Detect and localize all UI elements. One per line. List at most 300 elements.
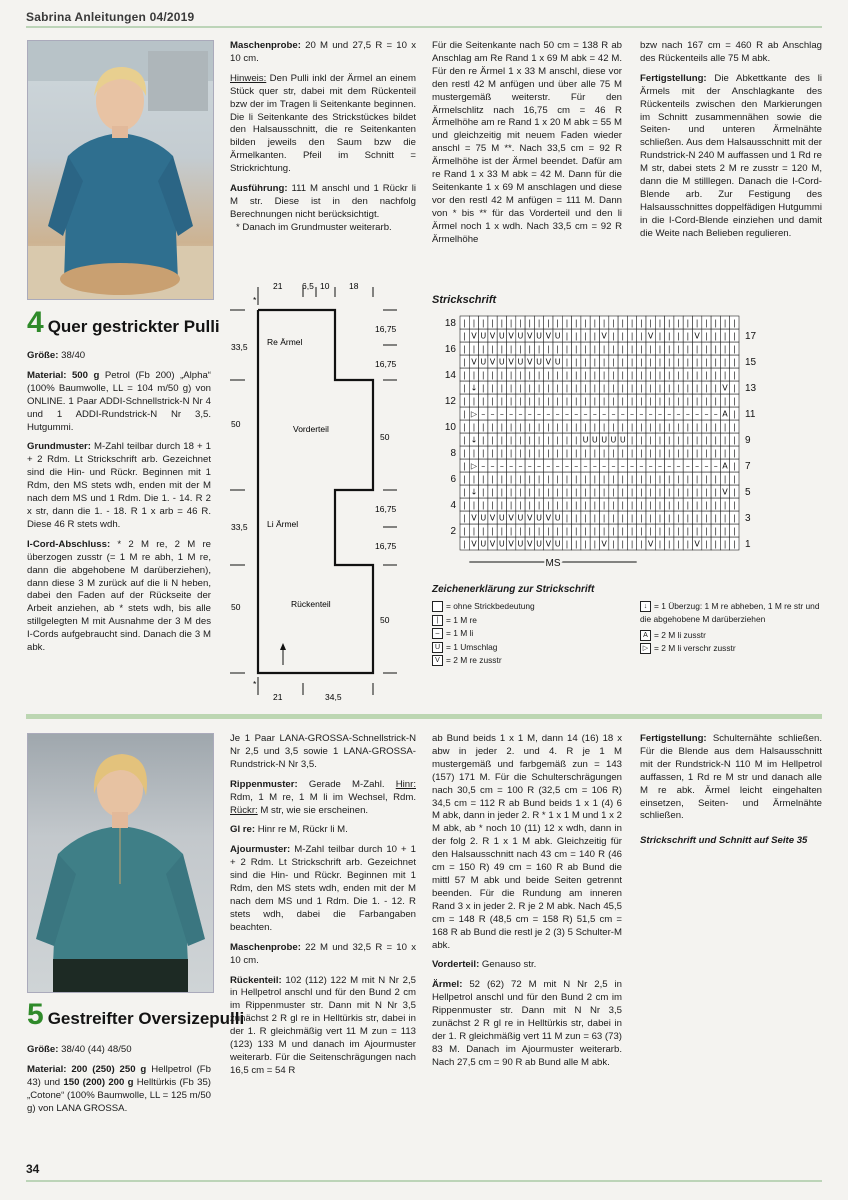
chart-symbol: – xyxy=(499,461,504,471)
chart-symbol: | xyxy=(584,539,587,549)
chart-symbol: | xyxy=(649,383,653,393)
chart-symbol: – xyxy=(704,461,709,471)
chart-symbol: – xyxy=(583,409,588,419)
chart-symbol: | xyxy=(565,474,569,484)
chart-symbol: | xyxy=(630,500,634,510)
legend-symbol-p2togtbl: ▷ xyxy=(640,643,651,654)
chart-symbol: | xyxy=(677,448,680,458)
chart-row-label-right: 11 xyxy=(745,409,756,420)
chart-symbol: | xyxy=(639,435,643,445)
chart-symbol: | xyxy=(500,396,504,406)
chart-symbol: | xyxy=(565,357,569,367)
chart-symbol: U xyxy=(554,513,561,523)
chart-symbol: | xyxy=(677,500,680,510)
chart-symbol: – xyxy=(685,409,690,419)
chart-symbol: | xyxy=(519,500,522,510)
chart-symbol: | xyxy=(723,500,727,510)
chart-symbol: | xyxy=(593,422,597,432)
chart-symbol: | xyxy=(584,513,587,523)
item5-number: 5 xyxy=(27,998,44,1031)
chart-symbol: | xyxy=(714,435,718,445)
item4-col2 xyxy=(230,40,416,242)
chart-symbol: – xyxy=(611,461,616,471)
chart-symbol: | xyxy=(509,422,513,432)
chart-symbol: | xyxy=(500,383,504,393)
chart-symbol: V xyxy=(489,331,496,341)
chart-symbol: | xyxy=(472,396,476,406)
chart-symbol: – xyxy=(648,461,653,471)
chart-symbol: – xyxy=(676,409,681,419)
chart-symbol: | xyxy=(630,487,634,497)
chart-symbol: | xyxy=(630,383,634,393)
label-li-aermel: Li Ärmel xyxy=(267,519,299,529)
chart-symbol: | xyxy=(537,370,541,380)
chart-symbol: | xyxy=(602,344,606,354)
chart-symbol: | xyxy=(723,435,727,445)
chart-symbol: | xyxy=(612,396,615,406)
chart-symbol: | xyxy=(621,383,625,393)
chart-symbol: | xyxy=(500,487,504,497)
chart-symbol: ↓ xyxy=(470,435,478,445)
vorderteil-label: Vorderteil: xyxy=(432,959,480,971)
chart-symbol: | xyxy=(686,422,690,432)
chart-symbol: – xyxy=(620,409,625,419)
chart-symbol: | xyxy=(519,526,522,536)
chart-row-label-left: 6 xyxy=(450,474,456,485)
chart-symbol: | xyxy=(584,357,587,367)
chart-symbol: V xyxy=(647,539,654,549)
chart-symbol: – xyxy=(713,461,718,471)
chart-symbol: | xyxy=(695,448,699,458)
chart-symbol: U xyxy=(498,539,505,549)
dim-right-1: 16,75 xyxy=(375,359,397,369)
chart-symbol: – xyxy=(667,461,672,471)
chart-symbol: | xyxy=(463,370,467,380)
chart-symbol: | xyxy=(677,331,680,341)
chart-symbol: | xyxy=(519,370,522,380)
chart-symbol: | xyxy=(612,487,615,497)
chart-symbol: | xyxy=(463,448,467,458)
chart-symbol: | xyxy=(732,370,736,380)
chart-symbol: | xyxy=(556,396,560,406)
chart-symbol: | xyxy=(491,383,494,393)
chart-symbol: | xyxy=(556,500,560,510)
chart-symbol: V xyxy=(647,331,654,341)
chart-symbol: | xyxy=(546,500,550,510)
chart-symbol: | xyxy=(667,435,671,445)
chart-symbol: | xyxy=(630,422,634,432)
chart-row-label-left: 4 xyxy=(450,500,456,511)
chart-symbol: | xyxy=(491,435,494,445)
legend-symbol-yarnover: U xyxy=(432,642,443,653)
chart-symbol: | xyxy=(714,487,718,497)
chart-symbol: | xyxy=(714,422,718,432)
chart-symbol: | xyxy=(658,526,662,536)
chart-symbol: | xyxy=(593,383,597,393)
chart-symbol: | xyxy=(472,448,476,458)
chart-symbol: | xyxy=(463,344,467,354)
chart-symbol: | xyxy=(667,318,671,328)
chart-symbol: | xyxy=(565,513,569,523)
chart-symbol: | xyxy=(639,487,643,497)
chart-symbol: | xyxy=(612,500,615,510)
ms-label: MS xyxy=(545,558,561,569)
chart-symbol: | xyxy=(481,448,485,458)
chart-symbol: U xyxy=(536,357,542,367)
chart-symbol: | xyxy=(677,526,680,536)
chart-symbol: | xyxy=(732,383,736,393)
chart-symbol: | xyxy=(612,370,615,380)
maschenprobe5-text: 22 M und 32,5 R = 10 x 10 cm. xyxy=(230,941,416,966)
chart-row-label-left: 18 xyxy=(444,318,456,329)
chart-symbol: | xyxy=(546,383,550,393)
chart-symbol: – xyxy=(592,461,597,471)
chart-symbol: U xyxy=(498,357,505,367)
chart-symbol: – xyxy=(555,409,560,419)
chart-symbol: | xyxy=(593,513,597,523)
chart-symbol: | xyxy=(705,487,708,497)
chart-symbol: U xyxy=(498,513,505,523)
chart-symbol: | xyxy=(612,318,615,328)
chart-symbol: | xyxy=(602,487,606,497)
hinweis-label: Hinweis: xyxy=(230,72,267,84)
chart-symbol: | xyxy=(556,383,560,393)
chart-symbol: | xyxy=(667,513,671,523)
item5-col1 xyxy=(27,1044,211,1123)
chart-symbol: | xyxy=(574,526,578,536)
chart-symbol: | xyxy=(621,487,625,497)
chart-symbol: | xyxy=(714,344,718,354)
chart-symbol: | xyxy=(584,474,587,484)
chart-symbol: | xyxy=(658,344,662,354)
chart-symbol: | xyxy=(556,344,560,354)
chart-symbol: | xyxy=(509,370,513,380)
chart-symbol: | xyxy=(565,383,569,393)
chart-symbol: | xyxy=(565,396,569,406)
chart-symbol: | xyxy=(639,344,643,354)
chart-symbol: | xyxy=(602,474,606,484)
chart-symbol: | xyxy=(667,344,671,354)
chart-symbol: U xyxy=(554,331,561,341)
item4-col3 xyxy=(432,40,622,254)
dim-right-4: 16,75 xyxy=(375,541,397,551)
chart-symbol: | xyxy=(574,435,578,445)
chart-symbol: | xyxy=(621,357,625,367)
chart-symbol: | xyxy=(714,357,718,367)
chart-symbol: U xyxy=(536,331,542,341)
chart-symbol: | xyxy=(649,500,653,510)
chart-symbol: | xyxy=(528,474,532,484)
chart-symbol: | xyxy=(686,383,690,393)
chart-row-label-right: 13 xyxy=(745,383,757,394)
chart-symbol: | xyxy=(695,500,699,510)
chart-symbol: | xyxy=(602,500,606,510)
chart-symbol: | xyxy=(481,370,485,380)
chart-symbol: | xyxy=(500,370,504,380)
chart-symbol: | xyxy=(705,370,708,380)
chart-symbol: | xyxy=(602,357,606,367)
chart-symbol: V xyxy=(527,513,533,523)
chart-symbol: | xyxy=(723,526,727,536)
chart-symbol: | xyxy=(705,513,708,523)
chart-symbol: U xyxy=(591,435,598,445)
chart-symbol: | xyxy=(705,331,708,341)
chart-symbol: | xyxy=(705,448,708,458)
chart-symbol: | xyxy=(667,500,671,510)
chart-symbol: | xyxy=(621,539,625,549)
chart-symbol: | xyxy=(658,474,662,484)
chart-symbol: | xyxy=(621,500,625,510)
chart-symbol: | xyxy=(463,396,467,406)
chart-symbol: | xyxy=(649,435,653,445)
size-value: 38/40 xyxy=(58,350,86,361)
chart-row-label-left: 12 xyxy=(444,396,456,407)
chart-symbol: | xyxy=(593,396,597,406)
chart-symbol: | xyxy=(667,357,671,367)
material5-text-b: 150 (200) 200 g xyxy=(63,1076,134,1088)
chart-symbol: | xyxy=(630,370,634,380)
chart-symbol: – xyxy=(695,409,700,419)
material5-text-a: Hellpetrol (Fb 43) und xyxy=(27,1063,211,1088)
chart-symbol: | xyxy=(649,370,653,380)
chart-row-label-right: 7 xyxy=(745,461,751,472)
chart-symbol: – xyxy=(490,461,495,471)
chart-symbol: | xyxy=(565,526,569,536)
chart-symbol: – xyxy=(713,409,718,419)
chart-symbol: | xyxy=(546,435,550,445)
chart-symbol: U xyxy=(536,539,542,549)
chart-symbol: | xyxy=(732,409,736,419)
chart-symbol: U xyxy=(480,539,487,549)
ausfuehrung-text: 111 M anschl und 1 Rückr li M str. Diese ist in den nachfolg Berechnungen nicht berücksichtigt. xyxy=(230,183,416,220)
chart-symbol: | xyxy=(481,344,485,354)
reference-note: Strickschrift und Schnitt auf Seite 35 xyxy=(640,835,808,847)
chart-symbol: | xyxy=(481,396,485,406)
chart-symbol: | xyxy=(630,344,634,354)
chart-symbol: | xyxy=(472,344,476,354)
chart-symbol: ↓ xyxy=(470,487,478,497)
chart-symbol: | xyxy=(574,422,578,432)
chart-symbol: | xyxy=(481,500,485,510)
bottom-rule xyxy=(26,1180,822,1182)
chart-symbol: | xyxy=(519,344,522,354)
chart-symbol: | xyxy=(686,500,690,510)
chart-symbol: | xyxy=(509,526,513,536)
chart-symbol: – xyxy=(657,461,662,471)
chart-symbol: | xyxy=(593,448,597,458)
chart-symbol: | xyxy=(584,370,587,380)
chart-symbol: – xyxy=(592,409,597,419)
chart-symbol: | xyxy=(537,396,541,406)
chart-symbol: | xyxy=(472,422,476,432)
item4-col1 xyxy=(27,350,211,662)
chart-symbol: | xyxy=(491,318,494,328)
chart-row-label-right: 3 xyxy=(745,513,751,524)
chart-symbol: | xyxy=(714,526,718,536)
chart-symbol: | xyxy=(574,318,578,328)
glre-label: Gl re: xyxy=(230,824,256,836)
chart-symbol: | xyxy=(593,487,597,497)
chart-symbol: – xyxy=(583,461,588,471)
chart-symbol: | xyxy=(537,422,541,432)
chart-symbol: | xyxy=(491,422,494,432)
chart-symbol: | xyxy=(667,383,671,393)
chart-symbol: – xyxy=(620,461,625,471)
chart-symbol: | xyxy=(602,318,606,328)
chart-symbol: | xyxy=(686,396,690,406)
chart-symbol: | xyxy=(732,344,736,354)
chart-symbol: – xyxy=(564,461,569,471)
chart-symbol: | xyxy=(463,539,467,549)
chart-row-label-left: 2 xyxy=(450,526,456,537)
chart-symbol: | xyxy=(639,396,643,406)
chart-symbol: | xyxy=(509,396,513,406)
chart-symbol: | xyxy=(695,370,699,380)
chart-row-label-right: 9 xyxy=(745,435,751,446)
chart-symbol: | xyxy=(612,539,615,549)
chart-symbol: | xyxy=(556,526,560,536)
chart-symbol: | xyxy=(677,474,680,484)
chart-symbol: | xyxy=(528,383,532,393)
chart-symbol: | xyxy=(714,448,718,458)
legend-item: ↓ = 1 Überzug: 1 M re abheben, 1 M re str und die abgehobene M darüberziehen xyxy=(640,601,820,624)
chart-symbol: | xyxy=(686,513,690,523)
material5-label: Material: 200 (250) 250 g xyxy=(27,1063,147,1075)
chart-symbol: | xyxy=(584,422,587,432)
dim-right-2: 50 xyxy=(380,432,390,442)
chart-symbol: | xyxy=(639,422,643,432)
dim-bottom-1: 34,5 xyxy=(325,692,342,702)
rippen-rueckr: Rückr: xyxy=(230,804,258,816)
legend-right xyxy=(640,600,826,654)
chart-symbol: | xyxy=(695,318,699,328)
chart-symbol: | xyxy=(602,513,606,523)
chart-symbol: | xyxy=(584,396,587,406)
top-rule xyxy=(26,26,822,28)
chart-symbol: | xyxy=(705,500,708,510)
chart-symbol: | xyxy=(593,370,597,380)
chart-symbol: | xyxy=(565,318,569,328)
vorderteil-text: Genauso str. xyxy=(479,959,537,971)
chart-symbol: | xyxy=(574,539,578,549)
sewing-schematic xyxy=(225,275,425,707)
chart-symbol: | xyxy=(658,513,662,523)
chart-symbol: | xyxy=(639,474,643,484)
dim-right-5: 50 xyxy=(380,615,390,625)
legend-symbol-k2tog: V xyxy=(432,655,443,666)
chart-symbol: – xyxy=(509,409,514,419)
chart-symbol: | xyxy=(584,487,587,497)
rueckenteil-label: Rückenteil: xyxy=(230,974,282,986)
chart-symbol: | xyxy=(481,422,485,432)
chart-symbol: | xyxy=(732,435,736,445)
chart-symbol: | xyxy=(686,435,690,445)
chart-symbol: | xyxy=(519,422,522,432)
photo-pullover-4 xyxy=(27,40,214,300)
chart-symbol: | xyxy=(546,370,550,380)
chart-symbol: A xyxy=(722,461,728,471)
chart-symbol: | xyxy=(500,422,504,432)
chart-symbol: | xyxy=(658,318,662,328)
size-label: Größe: xyxy=(27,350,59,361)
chart-symbol: | xyxy=(658,331,662,341)
chart-symbol: | xyxy=(556,318,560,328)
chart-symbol: | xyxy=(472,318,476,328)
chart-symbol: – xyxy=(574,461,579,471)
chart-symbol: | xyxy=(574,370,578,380)
chart-symbol: | xyxy=(602,526,606,536)
chart-symbol: | xyxy=(565,344,569,354)
chart-symbol: | xyxy=(649,422,653,432)
knitting-chart xyxy=(430,312,770,572)
chart-symbol: | xyxy=(574,383,578,393)
chart-symbol: | xyxy=(472,526,476,536)
chart-symbol: | xyxy=(686,344,690,354)
rueckenteil-text: 102 (112) 122 M mit N Nr 2,5 in Hellpetrol anschl und für den Bund 2 cm im Rippenmuster str. Dann mit N Nr 3,5 zunächst 2 R gl re in Helltürkis str, dabei in der 1. R gleichmäßig vert 11 M zun = 113 (123) 133 M und danach im Ajourmuster weiterarb. Für die Seitenschrägungen nach 16,5 cm = 54 R xyxy=(230,974,416,1076)
item5-title-text: Gestreifter Oversizepulli xyxy=(47,1009,245,1028)
chart-symbol: | xyxy=(705,318,708,328)
chart-symbol: ▷ xyxy=(470,461,478,471)
chart-symbol: V xyxy=(545,331,552,341)
chart-symbol: | xyxy=(602,383,606,393)
chart-symbol: | xyxy=(621,474,625,484)
chart-symbol: | xyxy=(612,448,615,458)
chart-symbol: | xyxy=(639,448,643,458)
chart-symbol: V xyxy=(508,357,514,367)
chart-symbol: | xyxy=(621,344,625,354)
chart-symbol: | xyxy=(705,396,708,406)
chart-symbol: – xyxy=(481,461,486,471)
chart-symbol: | xyxy=(537,318,541,328)
chart-symbol: | xyxy=(658,383,662,393)
chart-symbol: | xyxy=(723,513,727,523)
dim-left-3: 50 xyxy=(231,602,241,612)
chart-symbol: | xyxy=(537,344,541,354)
chart-symbol: | xyxy=(593,344,597,354)
dim-top-0: 21 xyxy=(273,281,283,291)
chart-symbol: – xyxy=(667,409,672,419)
chart-symbol: U xyxy=(480,513,487,523)
chart-symbol: | xyxy=(565,500,569,510)
chart-symbol: | xyxy=(528,526,532,536)
chart-row-label-right: 15 xyxy=(745,357,757,368)
fertigstellung-label: Fertigstellung: xyxy=(640,72,707,84)
chart-symbol: | xyxy=(565,448,569,458)
chart-symbol: | xyxy=(714,539,718,549)
legend-item: V = 2 M re zusstr xyxy=(432,654,632,668)
chart-symbol: U xyxy=(517,357,524,367)
chart-symbol: | xyxy=(500,500,504,510)
dim-right-3: 16,75 xyxy=(375,504,397,514)
chart-symbol: | xyxy=(639,539,643,549)
chart-symbol: | xyxy=(695,357,699,367)
chart-symbol: | xyxy=(658,539,662,549)
chart-symbol: | xyxy=(593,318,597,328)
chart-symbol: V xyxy=(722,383,728,393)
chart-symbol: | xyxy=(658,370,662,380)
chart-symbol: – xyxy=(546,461,551,471)
chart-symbol: V xyxy=(527,357,533,367)
chart-symbol: | xyxy=(519,474,522,484)
chart-symbol: | xyxy=(732,474,736,484)
grundmuster-text: M-Zahl teilbar durch 18 + 1 + 2 Rdm. Lt Strickschrift arb. Gezeichnet sind die Hin- und Rückr. Beginnen mit 1 Rdm, den MS stets wdh, enden mit der M nach dem MS und 1 Rdm. Die 1. - 14. R 2 x str, dann die 1. - 18. R 1 x arb = 46 R. Diese 46 R stets wdh. xyxy=(27,441,211,530)
chart-symbol: V xyxy=(601,539,607,549)
chart-symbol: V xyxy=(545,513,552,523)
chart-symbol: | xyxy=(546,526,550,536)
marker-star: * xyxy=(253,679,257,689)
item4-col4 xyxy=(640,40,822,248)
chart-symbol: | xyxy=(667,422,671,432)
